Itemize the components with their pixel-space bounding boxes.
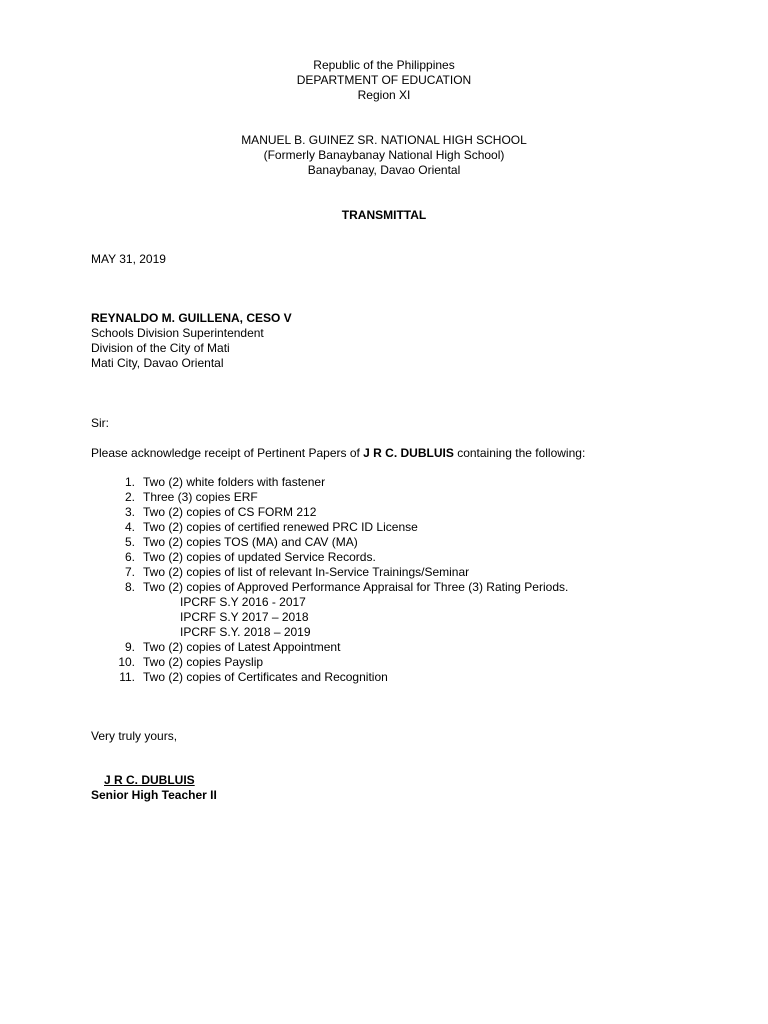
list-sub-item: IPCRF S.Y 2016 - 2017: [180, 595, 306, 609]
list-item-number: 1.: [124, 475, 135, 489]
list-item-text: Two (2) copies of CS FORM 212: [143, 505, 317, 519]
intro-sender-name: J R C. DUBLUIS: [363, 446, 454, 460]
list-item-text: Two (2) copies TOS (MA) and CAV (MA): [143, 535, 358, 549]
list-item-number: 10.: [118, 655, 135, 669]
addressee-name: REYNALDO M. GUILLENA, CESO V: [91, 311, 292, 325]
list-item-text: Two (2) copies Payslip: [143, 655, 264, 669]
list-item: [113, 670, 568, 685]
intro-text-before: Please acknowledge receipt of Pertinent Papers of: [91, 446, 364, 460]
list-item-number: 4.: [124, 520, 135, 534]
department-line: DEPARTMENT OF EDUCATION: [296, 73, 472, 87]
list-item: [113, 550, 568, 565]
list-item-text: Two (2) copies of updated Service Records.: [143, 550, 376, 564]
list-item-number: 3.: [124, 505, 135, 519]
list-item-number: 8.: [124, 580, 135, 594]
addressee-position: Schools Division Superintendent: [91, 326, 264, 340]
republic-line: Republic of the Philippines: [313, 58, 455, 72]
list-item-text: Two (2) copies of Certificates and Recognition: [143, 670, 388, 684]
list-item: [113, 655, 568, 670]
list-item-text: Two (2) copies of Approved Performance Appraisal for Three (3) Rating Periods.: [143, 580, 569, 594]
list-item-number: 7.: [124, 565, 135, 579]
list-item-number: 9.: [124, 640, 135, 654]
school-name: MANUEL B. GUINEZ SR. NATIONAL HIGH SCHOOL: [241, 133, 527, 147]
list-item: [113, 505, 568, 520]
signature-block: [91, 773, 217, 803]
signatory-name: J R C. DUBLUIS: [104, 773, 195, 787]
salutation: Sir:: [91, 416, 109, 430]
list-item: [113, 535, 568, 550]
agency-header: [0, 58, 768, 103]
intro-text-after: containing the following:: [453, 446, 586, 460]
list-item-number: 2.: [124, 490, 135, 504]
school-formerly: (Formerly Banaybanay National High School): [263, 148, 505, 162]
letter-date: MAY 31, 2019: [91, 252, 166, 266]
list-item-text: Three (3) copies ERF: [143, 490, 258, 504]
closing-line: Very truly yours,: [91, 729, 178, 743]
list-item: [113, 565, 568, 580]
list-item-text: Two (2) copies of certified renewed PRC ID License: [143, 520, 418, 534]
school-location: Banaybanay, Davao Oriental: [307, 163, 461, 177]
list-item: [113, 580, 568, 595]
signatory-position: Senior High Teacher II: [91, 788, 217, 802]
addressee-division: Division of the City of Mati: [91, 341, 230, 355]
list-item-text: Two (2) copies of list of relevant In-Service Trainings/Seminar: [143, 565, 470, 579]
document-title: TRANSMITTAL: [341, 208, 427, 222]
list-item-text: Two (2) copies of Latest Appointment: [143, 640, 341, 654]
list-item: [113, 640, 568, 655]
list-item-number: 5.: [124, 535, 135, 549]
list-item-number: 6.: [124, 550, 135, 564]
list-sub-item: IPCRF S.Y 2017 – 2018: [180, 610, 309, 624]
region-line: Region XI: [357, 88, 411, 102]
intro-paragraph: [91, 446, 585, 461]
list-item: [113, 520, 568, 535]
enclosure-list: [113, 475, 568, 685]
list-item-text: Two (2) white folders with fastener: [143, 475, 326, 489]
list-item-number: 11.: [119, 670, 135, 684]
list-item: [113, 475, 568, 490]
list-sub-item: IPCRF S.Y. 2018 – 2019: [180, 625, 311, 639]
addressee-block: [91, 311, 292, 371]
addressee-address: Mati City, Davao Oriental: [91, 356, 224, 370]
school-header: [0, 133, 768, 178]
list-item: [113, 490, 568, 505]
